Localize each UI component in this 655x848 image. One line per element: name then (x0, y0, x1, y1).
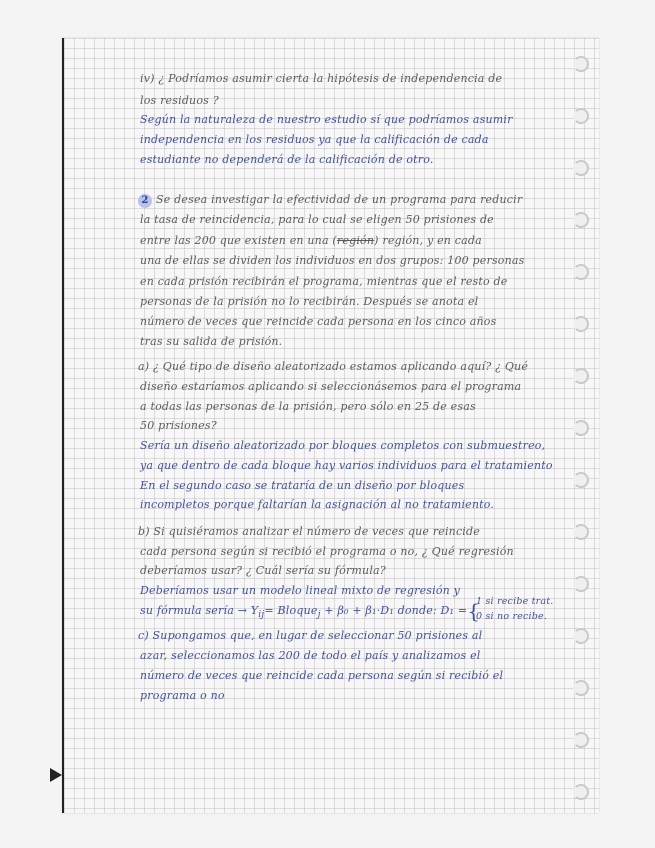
problem-2-line-4: una de ellas se dividen los individuos en dos grupos: 100 personas (140, 254, 525, 267)
formula-start: su fórmula sería → Y (140, 604, 259, 617)
binder-hole (573, 576, 589, 592)
answer-a-line-1: Sería un diseño aleatorizado por bloques completos con submuestreo, (140, 439, 546, 452)
binder-hole (573, 420, 589, 436)
problem-2-line-3 (140, 234, 482, 248)
answer-a-line-3: En el segundo caso se trataría de un diseño por bloques (140, 479, 465, 492)
binder-hole (573, 784, 589, 800)
answer-iv-line-1: Según la naturaleza de nuestro estudio sí que podríamos asumir (140, 113, 513, 126)
binder-holes (571, 56, 589, 796)
dummy-case-1: 1 si recibe trat. (476, 596, 554, 607)
page-pin-marker (50, 768, 62, 782)
grid-paper-sheet (62, 38, 599, 813)
problem-2-line-8: tras su salida de prisión. (140, 335, 283, 348)
question-iv-line-1: iv) ¿ Podríamos asumir cierta la hipótesis de independencia de (140, 72, 503, 85)
question-b-line-3: deberíamos usar? ¿ Cuál sería su fórmula? (140, 564, 386, 577)
question-a-line-3: a todas las personas de la prisión, pero sólo en 25 de esas (140, 400, 476, 413)
question-b-line-2: cada persona según si recibió el programa o no, ¿ Qué regresión (140, 545, 514, 558)
formula-end: + β₀ + β₁·D₁ donde: D₁ = (320, 604, 468, 617)
answer-b-line-1: Deberíamos usar un modelo lineal mixto de regresión y (140, 584, 461, 597)
question-a-line-4: 50 prisiones? (140, 419, 217, 432)
question-a-line-2: diseño estaríamos aplicando si seleccionásemos para el programa (140, 380, 522, 393)
question-a-line-1: a) ¿ Qué tipo de diseño aleatorizado estamos aplicando aquí? ¿ Qué (138, 360, 529, 373)
problem-2-line-7: número de veces que reincide cada persona en los cinco años (140, 315, 497, 328)
formula-block-term: = Bloque (264, 604, 318, 617)
question-iv-line-2: los residuos ? (140, 94, 219, 107)
binder-hole (573, 680, 589, 696)
binder-hole (573, 160, 589, 176)
problem-2-line-1-text: Se desea investigar la efectividad de un programa para reducir (156, 193, 523, 206)
problem-2-line-5: en cada prisión recibirán el programa, mientras que el resto de (140, 275, 508, 288)
question-c-line-4: programa o no (140, 689, 225, 702)
problem-2-line-3-start: entre las 200 que existen en una ( (140, 234, 337, 247)
answer-a-line-2: ya que dentro de cada bloque hay varios individuos para el tratamiento (140, 459, 553, 472)
problem-2-line-3-end: ) región, y en cada (374, 234, 482, 247)
question-c-line-2: azar, seleccionamos las 200 de todo el país y analizamos el (140, 649, 481, 662)
binder-hole (573, 264, 589, 280)
brace-symbol: { (467, 599, 481, 623)
binder-hole (573, 524, 589, 540)
binder-hole (573, 316, 589, 332)
answer-iv-line-2: independencia en los residuos ya que la calificación de cada (140, 133, 489, 146)
struck-word: región (336, 234, 375, 247)
question-c-line-3: número de veces que reincide cada persona según si recibió el (140, 669, 504, 682)
problem-number-badge: 2 (138, 194, 152, 208)
dummy-case-0: 0 si no recibe. (476, 611, 548, 622)
answer-b-formula: su fórmula sería → $Y_{ij}=$ Bloque$_j$ + β₀ + β₁·D₁ donde: D₁ ={ (140, 599, 481, 623)
binder-hole (573, 108, 589, 124)
binder-hole (573, 472, 589, 488)
answer-a-line-4: incompletos porque faltarían la asignación al no tratamiento. (140, 498, 495, 511)
binder-hole (573, 732, 589, 748)
problem-2-line-6: personas de la prisión no lo recibirán. Después se anota el (140, 295, 479, 308)
binder-hole (573, 212, 589, 228)
binder-hole (573, 56, 589, 72)
problem-2-line-1 (138, 193, 522, 208)
question-b-line-1: b) Si quisiéramos analizar el número de veces que reincide (138, 525, 480, 538)
binder-hole (573, 368, 589, 384)
answer-iv-line-3: estudiante no dependerá de la calificación de otro. (140, 153, 434, 166)
question-c-line-1: c) Supongamos que, en lugar de seleccionar 50 prisiones al (138, 629, 483, 642)
binder-hole (573, 628, 589, 644)
problem-2-line-2: la tasa de reincidencia, para lo cual se eligen 50 prisiones de (140, 213, 494, 226)
